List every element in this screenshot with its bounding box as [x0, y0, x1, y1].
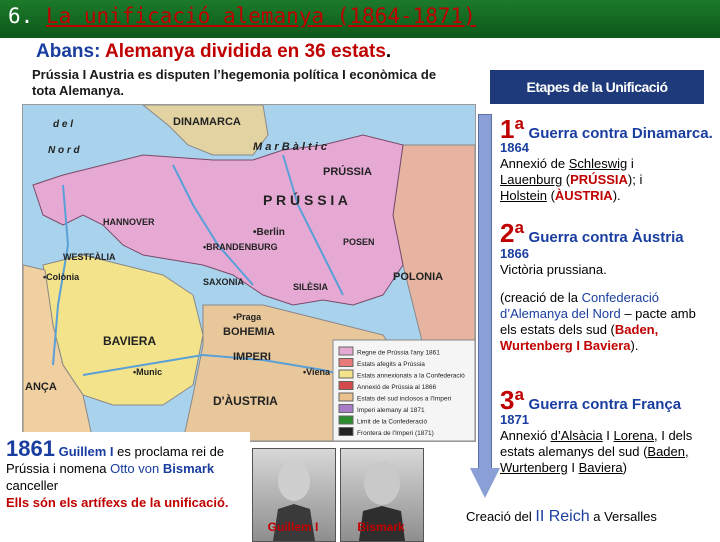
map-label-colonia: •Colònia — [43, 272, 80, 282]
timeline-arrow-head — [470, 468, 500, 498]
box-1861-guillem: Guillem I — [58, 444, 114, 459]
war3-baviera: Baviera — [578, 460, 623, 475]
map-label-danmark: DINAMARCA — [173, 116, 241, 128]
slide-title — [8, 4, 476, 28]
map-legend-label: Annexió de Prússia al 1866 — [357, 384, 437, 391]
reich-line — [466, 508, 657, 526]
box-1861-otto: Otto von — [110, 461, 160, 476]
stages-header: Etapes de la Unificació — [490, 70, 704, 104]
map-legend-swatch — [339, 347, 353, 355]
map-legend-label: Limit de la Confederació — [357, 418, 428, 426]
caption-bismarck: Bismark — [357, 520, 405, 534]
map-label-baviera: BAVIERA — [103, 334, 157, 348]
box-1861-bismarck: Bismark — [162, 461, 215, 476]
reich-name: II Reich — [535, 508, 590, 525]
war3-and1: I — [606, 428, 610, 443]
map-legend-swatch — [339, 359, 353, 367]
war2-year: 1866 — [500, 246, 529, 261]
map-legend-label: Estats del sud inclosos a l'Imperi — [357, 395, 452, 403]
war3-title: Guerra contra França — [528, 396, 682, 413]
war2-note-mid: – pacte amb els estats dels sud ( — [500, 306, 696, 337]
reich-post: a Versalles — [593, 509, 657, 524]
war1-line1 — [500, 156, 710, 172]
map-legend-swatch — [339, 416, 353, 424]
map-legend-label: Estats annexionats a la Confederació — [357, 372, 465, 380]
timeline-arrow — [478, 114, 492, 472]
title-divider — [0, 36, 720, 38]
war1-sep: ); i — [627, 172, 643, 187]
map-label-munic: •Munic — [133, 367, 163, 377]
war3-text — [500, 428, 712, 476]
war2-note-end: ). — [630, 338, 639, 353]
war3-southern: Baden, Wurtenberg — [500, 444, 689, 475]
map-label-posen: POSEN — [343, 237, 375, 247]
war1-title: Guerra contra Dinamarca. — [528, 125, 713, 142]
map-legend-label: Regne de Prússia l'any 1861 — [357, 349, 440, 357]
reich-pre: Creació del — [466, 509, 532, 524]
caption-guillem: Guillem I — [267, 520, 319, 534]
war3-alsace: d’Alsàcia — [550, 428, 603, 443]
subtitle — [36, 41, 391, 63]
map-label-westfalia: WESTFÀLIA — [63, 252, 116, 262]
map-legend-label: Estats afegits a Prússia — [357, 361, 425, 368]
war1-austria: ÀUSTRIA — [554, 188, 613, 203]
war1-number: 1ª — [500, 114, 525, 144]
map-label-del: d e l — [53, 119, 74, 130]
map-label-imperi: IMPERI — [233, 351, 271, 363]
map-label-austria: D'ÀUSTRIA — [213, 394, 278, 408]
title-number: 6. — [8, 4, 34, 28]
war3-number: 3ª — [500, 385, 525, 415]
war1-schleswig: Schleswig — [568, 156, 628, 171]
war2-southern-states: Baden, Wurtenberg I Baviera — [500, 322, 659, 353]
war2-number: 2ª — [500, 218, 525, 248]
map-label-polonia: POLONIA — [393, 271, 444, 283]
war2-details — [500, 246, 710, 278]
map-label-prussia-east: PRÚSSIA — [323, 166, 372, 178]
map-label-saxonia: SAXONIA — [203, 277, 245, 287]
war3-and2: I — [571, 460, 575, 475]
war1-prussia: PRÚSSIA — [570, 172, 628, 187]
map-legend-label: Frontera de l'Imperi (1871) — [357, 430, 434, 437]
war1-line3: Holstein (ÀUSTRIA). — [500, 188, 621, 203]
war1-and: i — [630, 156, 634, 171]
box-1861-year: 1861 — [6, 436, 55, 461]
map-legend-label: Imperi alemany al 1871 — [357, 407, 425, 414]
war1-annex-text: Annexió de — [500, 156, 566, 171]
war2-confederation: Confederació d’Alemanya del Nord — [500, 290, 659, 321]
war3-mid: , I dels estats alemanys del sud ( — [500, 428, 693, 459]
war3-end: ) — [622, 460, 627, 475]
box-1861-text — [6, 436, 246, 511]
war3-lorena: Lorena — [613, 428, 654, 443]
map-legend-swatch — [339, 382, 353, 390]
title-text: La unificació alemanya (1864-1871) — [45, 4, 476, 28]
war3-details — [500, 412, 712, 476]
map-legend-swatch — [339, 370, 353, 378]
war1-line2: Lauenburg (PRÚSSIA); i — [500, 172, 643, 187]
map-label-mar-balt: M a r B à l t i c — [253, 141, 327, 153]
map-label-viena: •Viena — [303, 367, 330, 377]
map-label-berlin: •Berlin — [253, 227, 285, 238]
subtitle-text: Alemanya dividida en 36 estats — [104, 41, 386, 62]
map-label-nord: N o r d — [48, 145, 80, 156]
map-label-hannover: HANNOVER — [103, 217, 155, 227]
map-label-bohemia: BOHEMIA — [223, 326, 275, 338]
germany-map — [22, 104, 476, 442]
war2-note — [500, 290, 712, 354]
box-1861-text1: es proclama rei de Prússia i nomena — [6, 444, 225, 476]
map-label-praga: •Praga — [233, 312, 262, 322]
war2-result: Victòria prussiana. — [500, 262, 607, 277]
war3-annex: Annexió — [500, 428, 547, 443]
war2-note-pre: (creació de la — [500, 290, 579, 305]
war3-year: 1871 — [500, 412, 529, 427]
subtitle-label: Abans: — [36, 41, 101, 62]
subtitle-period: . — [385, 41, 392, 62]
map-label-brandenburg: •BRANDENBURG — [203, 242, 278, 252]
war1-year: 1864 — [500, 140, 529, 155]
map-label-silesia: SILÈSIA — [293, 282, 329, 292]
map-label-prussia-main: P R Ú S S I A — [263, 192, 348, 208]
war2-title: Guerra contra Àustria — [528, 229, 684, 246]
war1-details — [500, 140, 710, 204]
war1-holstein: Holstein — [500, 188, 547, 203]
war1-end: ). — [612, 188, 621, 203]
map-legend-swatch — [339, 405, 353, 413]
box-1861-artifexs: Ells són els artífexs de la unificació. — [6, 495, 229, 510]
map-legend-swatch — [339, 393, 353, 401]
subtitle-description: Prússia I Austria es disputen l’hegemonia política I econòmica de tota Alemanya. — [28, 65, 466, 101]
box-1861-text2: canceller — [6, 478, 59, 493]
war2-heading — [500, 218, 684, 249]
map-legend-swatch — [339, 428, 353, 436]
map-svg — [23, 105, 475, 441]
map-label-ansa: ANÇA — [25, 381, 57, 393]
war1-lauenburg: Lauenburg — [500, 172, 563, 187]
